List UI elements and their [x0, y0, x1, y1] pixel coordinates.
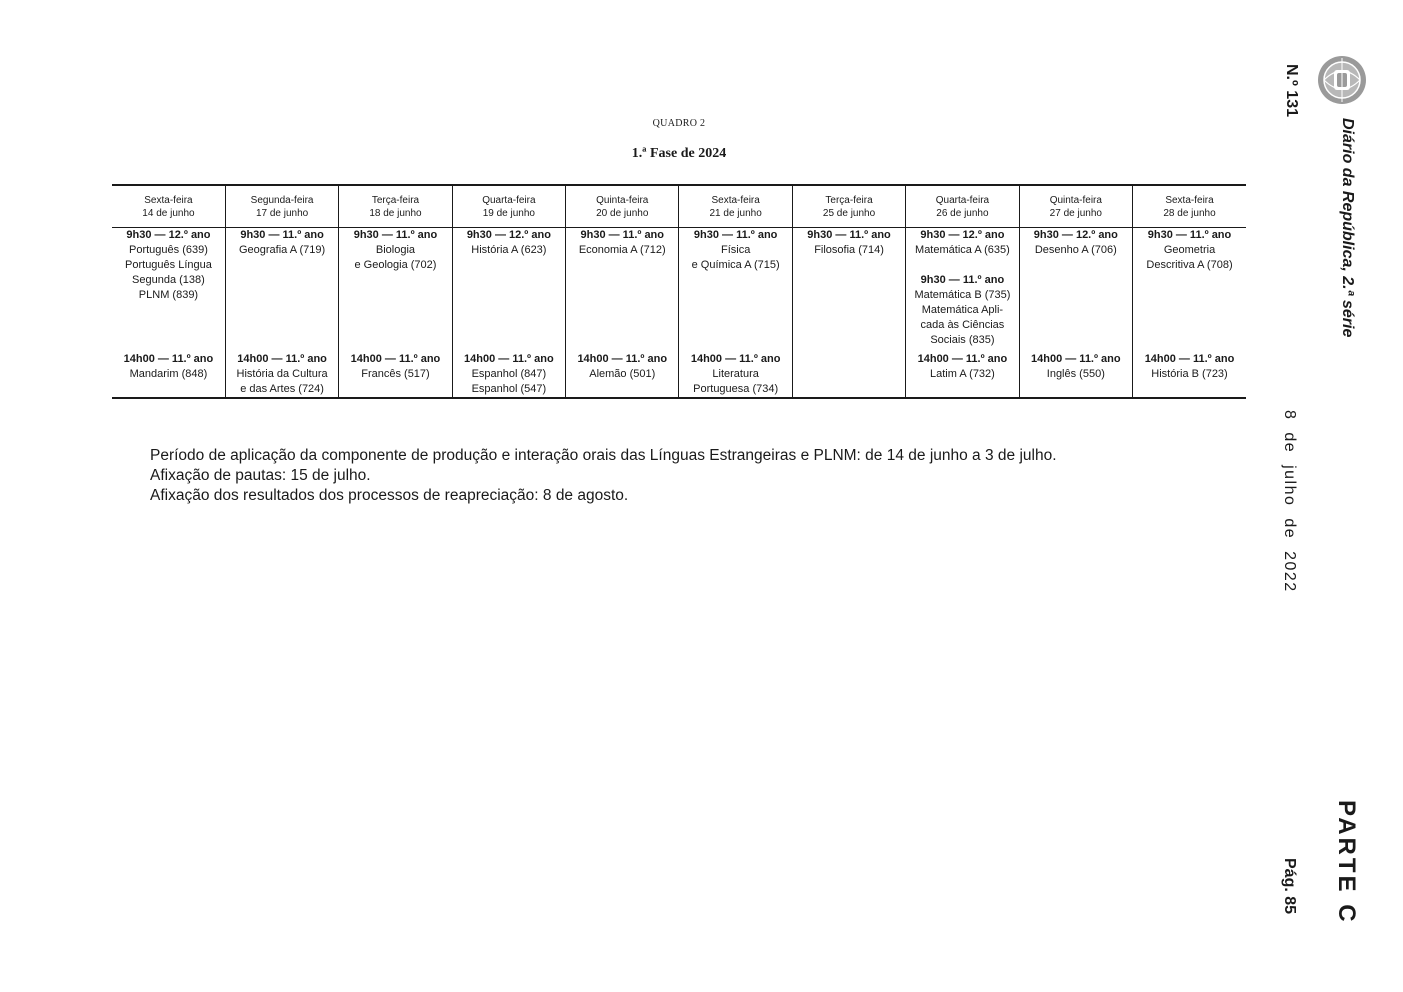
slot-time: 9h30 — 11.º ano — [353, 229, 438, 241]
day-date: 18 de junho — [369, 207, 422, 219]
slot-time: 9h30 — 11.º ano — [1147, 229, 1232, 241]
exam-subject: Economia A (712) — [578, 244, 666, 256]
exam-subject: Latim A (732) — [930, 368, 995, 380]
exam-subject: Segunda (138) — [132, 274, 205, 286]
exam-subject: História A (623) — [471, 244, 547, 256]
weekday: Quinta-feira — [596, 194, 649, 206]
afternoon-cell — [906, 352, 1019, 398]
exam-subject: Sociais (835) — [930, 334, 995, 346]
slot-time: 9h30 — 12.º ano — [1033, 229, 1118, 241]
exam-subject: Física — [720, 244, 751, 256]
exam-subject: Biologia — [375, 244, 416, 256]
day-date: 20 de junho — [596, 207, 649, 219]
exam-subject: Matemática A (635) — [915, 244, 1010, 256]
table-title: 1.ª Fase de 2024 — [631, 146, 727, 161]
day-header — [906, 185, 1019, 228]
slot-time: 14h00 — 11.º ano — [1144, 353, 1235, 365]
afternoon-cell — [1133, 352, 1246, 398]
exam-subject: Alemão (501) — [589, 368, 656, 380]
morning-cell — [1133, 228, 1246, 353]
exam-subject: Matemática Apli- — [921, 304, 1004, 316]
afternoon-cell — [566, 352, 679, 398]
exam-subject: e Geologia (702) — [354, 259, 437, 271]
slot-time: 14h00 — 11.º ano — [690, 353, 781, 365]
slot-time: 9h30 — 12.º ano — [920, 229, 1005, 241]
weekday: Segunda-feira — [250, 194, 314, 206]
morning-cell — [112, 228, 225, 353]
exam-subject: História B (723) — [1151, 368, 1228, 380]
note-pautas: Afixação de pautas: 15 de julho. — [150, 467, 371, 484]
exam-subject: Filosofia (714) — [814, 244, 884, 256]
day-header — [1133, 185, 1246, 228]
exam-subject: Literatura — [712, 368, 759, 380]
day-date: 21 de junho — [709, 207, 762, 219]
afternoon-cell — [792, 352, 905, 398]
exam-subject: Português (639) — [129, 244, 208, 256]
slot-time: 9h30 — 12.º ano — [466, 229, 551, 241]
afternoon-cell — [1019, 352, 1132, 398]
exam-subject: Matemática B (735) — [914, 289, 1011, 301]
exam-subject: Espanhol (547) — [471, 383, 547, 395]
exam-subject: Geografia A (719) — [238, 244, 326, 256]
afternoon-cell — [452, 352, 565, 398]
header-row — [112, 185, 1246, 228]
morning-cell — [1019, 228, 1132, 353]
exam-subject: Portuguesa (734) — [693, 383, 779, 395]
afternoon-cell — [112, 352, 225, 398]
weekday: Sexta-feira — [144, 194, 193, 206]
afternoon-cell — [679, 352, 792, 398]
weekday: Sexta-feira — [711, 194, 760, 206]
exam-schedule-table — [112, 184, 1246, 399]
morning-cell — [225, 228, 338, 353]
republic-emblem-icon — [1316, 54, 1368, 106]
morning-cell — [906, 228, 1019, 353]
exam-subject: Espanhol (847) — [471, 368, 547, 380]
exam-subject: História da Cultura — [236, 368, 328, 380]
day-date: 28 de junho — [1163, 207, 1216, 219]
weekday: Quarta-feira — [482, 194, 536, 206]
slot-time: 9h30 — 12.º ano — [126, 229, 211, 241]
slot-time: 9h30 — 11.º ano — [580, 229, 664, 241]
notes — [150, 446, 1057, 506]
day-header — [1019, 185, 1132, 228]
note-reapreciacao: Afixação dos resultados dos processos de reapreciação: 8 de agosto. — [150, 487, 629, 504]
part-label: PARTE C — [1333, 800, 1360, 925]
slot-time: 9h30 — 11.º ano — [807, 229, 891, 241]
exam-subject: Mandarim (848) — [129, 368, 208, 380]
page-number: Pág. 85 — [1281, 858, 1298, 915]
day-date: 17 de junho — [255, 207, 309, 219]
table-caption: QUADRO 2 — [652, 118, 706, 129]
morning-cell — [792, 228, 905, 353]
day-header — [566, 185, 679, 228]
weekday: Quarta-feira — [935, 194, 990, 206]
issue-date: 8 de julho de 2022 — [1281, 410, 1298, 593]
morning-cell — [566, 228, 679, 353]
day-date: 27 de junho — [1049, 207, 1102, 219]
day-date: 14 de junho — [142, 207, 195, 219]
exam-subject: Geometria — [1163, 244, 1216, 256]
slot-time: 14h00 — 11.º ano — [464, 353, 554, 365]
morning-row — [112, 228, 1246, 353]
day-header — [225, 185, 338, 228]
issue-number: N.º 131 — [1283, 64, 1300, 117]
exam-subject: cada às Ciências — [920, 319, 1005, 331]
slot-time: 14h00 — 11.º ano — [237, 353, 327, 365]
note-oral-period: Período de aplicação da componente de produção e interação orais das Línguas Estrangeiras e PLNM: de 14 de junho a 3 de julho. — [150, 447, 1057, 464]
exam-subject: Francês (517) — [361, 368, 430, 380]
slot-time: 9h30 — 11.º ano — [693, 229, 778, 241]
slot-time: 9h30 — 11.º ano — [240, 229, 324, 241]
day-date: 25 de junho — [822, 207, 876, 219]
day-header — [452, 185, 565, 228]
day-header — [792, 185, 905, 228]
morning-cell — [679, 228, 792, 353]
exam-subject: e das Artes (724) — [240, 383, 324, 395]
exam-subject: Descritiva A (708) — [1146, 259, 1233, 271]
afternoon-cell — [225, 352, 338, 398]
weekday: Terça-feira — [371, 194, 420, 206]
exam-subject: Desenho A (706) — [1034, 244, 1117, 256]
exam-subject: e Química A (715) — [691, 259, 780, 271]
exam-subject: PLNM (839) — [138, 289, 199, 301]
morning-cell — [452, 228, 565, 353]
weekday: Terça-feira — [825, 194, 873, 206]
slot-time: 14h00 — 11.º ano — [350, 353, 441, 365]
slot-time: 14h00 — 11.º ano — [123, 353, 214, 365]
afternoon-cell — [339, 352, 452, 398]
slot-time: 14h00 — 11.º ano — [917, 353, 1008, 365]
morning-cell — [339, 228, 452, 353]
extra-slot — [908, 273, 1016, 348]
journal-title: Diário da República, 2.ª série — [1339, 118, 1356, 338]
slot-time: 14h00 — 11.º ano — [1031, 353, 1121, 365]
exam-subject: Português Língua — [125, 259, 212, 271]
day-header — [112, 185, 225, 228]
day-date: 19 de junho — [482, 207, 535, 219]
exam-subject: Inglês (550) — [1046, 368, 1105, 380]
weekday: Quinta-feira — [1049, 194, 1102, 206]
day-date: 26 de junho — [936, 207, 989, 219]
weekday: Sexta-feira — [1165, 194, 1214, 206]
slot-time: 14h00 — 11.º ano — [577, 353, 668, 365]
afternoon-row — [112, 352, 1246, 398]
day-header — [679, 185, 792, 228]
slot-time: 9h30 — 11.º ano — [920, 274, 1005, 286]
day-header — [339, 185, 452, 228]
